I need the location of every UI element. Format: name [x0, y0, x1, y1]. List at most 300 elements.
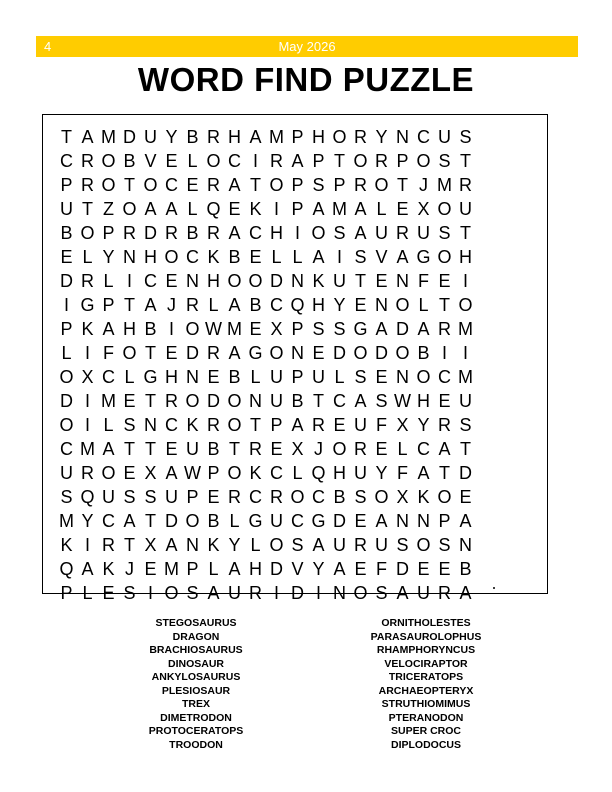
grid-row: [56, 365, 476, 389]
grid-letter: T: [313, 391, 324, 411]
grid-letter: A: [312, 535, 325, 555]
grid-letter: A: [375, 319, 388, 339]
word-list-item: TREX: [181, 698, 210, 710]
grid-letter: O: [122, 199, 137, 219]
grid-letter: U: [417, 223, 430, 243]
grid-letter: E: [354, 295, 367, 315]
grid-letter: T: [439, 463, 450, 483]
grid-letter: N: [375, 295, 388, 315]
grid-letter: N: [396, 271, 409, 291]
grid-letter: O: [269, 535, 284, 555]
grid-letter: P: [291, 319, 304, 339]
grid-letter: R: [312, 415, 325, 435]
grid-letter: U: [144, 127, 157, 147]
grid-letter: E: [228, 199, 241, 219]
grid-letter: S: [438, 535, 451, 555]
grid-letter: O: [374, 487, 389, 507]
grid-letter: U: [333, 271, 346, 291]
grid-letter: H: [249, 559, 262, 579]
grid-letter: B: [123, 151, 136, 171]
grid-letter: C: [144, 271, 157, 291]
grid-letter: T: [145, 391, 156, 411]
grid-letter: U: [270, 391, 283, 411]
grid-letter: S: [312, 175, 325, 195]
grid-letter: G: [416, 247, 431, 267]
grid-letter: O: [101, 463, 116, 483]
grid-letter: E: [396, 199, 409, 219]
grid-letter: R: [249, 583, 262, 603]
grid-letter: T: [355, 271, 366, 291]
grid-letter: A: [375, 511, 388, 531]
grid-letter: R: [207, 223, 220, 243]
grid-letter: O: [311, 223, 326, 243]
grid-letter: X: [291, 439, 304, 459]
grid-letter: Q: [290, 295, 305, 315]
grid-row: [56, 269, 476, 293]
grid-letter: T: [229, 439, 240, 459]
grid-letter: U: [375, 223, 388, 243]
grid-letter: I: [273, 583, 279, 603]
grid-letter: O: [437, 247, 452, 267]
grid-letter: N: [417, 511, 430, 531]
grid-letter: K: [207, 247, 220, 267]
grid-letter: A: [312, 247, 325, 267]
grid-letter: D: [186, 343, 199, 363]
grid-letter: U: [102, 487, 115, 507]
grid-letter: O: [185, 511, 200, 531]
grid-letter: C: [291, 511, 304, 531]
grid-letter: A: [354, 391, 367, 411]
grid-letter: M: [59, 511, 74, 531]
grid-letter: P: [291, 127, 304, 147]
grid-letter: O: [185, 319, 200, 339]
grid-letter: S: [354, 367, 367, 387]
grid-letter: E: [375, 439, 388, 459]
grid-letter: D: [333, 343, 346, 363]
grid-letter: I: [84, 535, 90, 555]
grid-letter: B: [249, 295, 262, 315]
grid-letter: O: [416, 151, 431, 171]
grid-letter: T: [460, 439, 471, 459]
grid-letter: X: [144, 463, 157, 483]
word-list-item: DIPLODOCUS: [390, 738, 461, 751]
grid-letter: H: [459, 247, 472, 267]
grid-row: [56, 149, 476, 173]
grid-letter: K: [249, 463, 262, 483]
grid-letter: S: [375, 391, 388, 411]
puzzle-grid-box: [42, 114, 548, 603]
grid-letter: M: [227, 319, 242, 339]
grid-row: [56, 221, 476, 245]
grid-letter: Y: [102, 247, 115, 267]
grid-row: [56, 197, 476, 221]
grid-letter: R: [249, 439, 262, 459]
letter-grid: [56, 125, 476, 605]
word-list-item: TRICERATOPS: [388, 671, 464, 683]
word-list-item: DIMETRODON: [160, 711, 232, 724]
grid-letter: D: [396, 319, 409, 339]
grid-letter: X: [81, 367, 94, 387]
grid-row: [56, 557, 476, 581]
grid-letter: T: [124, 175, 135, 195]
word-list-item: DRAGON: [172, 630, 220, 643]
word-list-left: [106, 617, 286, 752]
grid-letter: C: [60, 439, 73, 459]
grid-letter: C: [312, 487, 325, 507]
word-list-item: BRACHIOSAURUS: [149, 644, 243, 656]
grid-letter: K: [312, 271, 325, 291]
grid-letter: C: [270, 295, 283, 315]
grid-letter: K: [81, 319, 94, 339]
grid-letter: I: [273, 199, 279, 219]
grid-letter: T: [145, 511, 156, 531]
grid-letter: N: [333, 583, 346, 603]
grid-letter: L: [187, 151, 198, 171]
grid-letter: L: [103, 271, 114, 291]
grid-letter: A: [228, 223, 241, 243]
grid-row: [56, 389, 476, 413]
grid-letter: C: [438, 367, 451, 387]
grid-letter: D: [333, 511, 346, 531]
word-list-item: ANKYLOSAURUS: [151, 671, 241, 683]
grid-letter: K: [417, 487, 430, 507]
grid-letter: O: [206, 151, 221, 171]
grid-letter: U: [333, 535, 346, 555]
grid-letter: I: [462, 343, 468, 363]
grid-letter: T: [334, 151, 345, 171]
grid-letter: T: [460, 151, 471, 171]
grid-row: [56, 485, 476, 509]
grid-letter: C: [270, 463, 283, 483]
grid-letter: N: [396, 127, 409, 147]
grid-letter: L: [124, 367, 135, 387]
grid-letter: C: [333, 391, 346, 411]
grid-letter: H: [228, 127, 241, 147]
grid-letter: E: [165, 271, 178, 291]
grid-letter: P: [102, 223, 115, 243]
word-list-item: SUPER CROC: [390, 725, 461, 737]
grid-row: [56, 293, 476, 317]
word-list-right: [336, 617, 516, 752]
grid-letter: A: [144, 199, 157, 219]
grid-letter: T: [82, 199, 93, 219]
grid-letter: E: [354, 511, 367, 531]
grid-letter: L: [292, 247, 303, 267]
grid-letter: H: [207, 271, 220, 291]
grid-letter: O: [227, 391, 242, 411]
word-list-item: VELOCIRAPTOR: [384, 657, 468, 670]
grid-letter: A: [165, 463, 178, 483]
grid-letter: Q: [311, 463, 326, 483]
grid-letter: G: [311, 511, 326, 531]
grid-letter: A: [144, 295, 157, 315]
grid-letter: E: [144, 559, 157, 579]
grid-letter: F: [397, 463, 408, 483]
grid-letter: I: [168, 319, 174, 339]
grid-letter: S: [438, 151, 451, 171]
grid-letter: E: [270, 439, 283, 459]
header-bar: [36, 36, 578, 57]
grid-letter: A: [207, 583, 220, 603]
grid-letter: R: [207, 415, 220, 435]
grid-letter: U: [60, 199, 73, 219]
grid-letter: R: [165, 391, 178, 411]
grid-letter: A: [354, 199, 367, 219]
grid-letter: K: [102, 559, 115, 579]
grid-letter: O: [437, 487, 452, 507]
grid-letter: D: [270, 271, 283, 291]
grid-letter: O: [164, 583, 179, 603]
grid-letter: A: [228, 295, 241, 315]
grid-letter: R: [270, 151, 283, 171]
grid-letter: Y: [417, 415, 430, 435]
grid-letter: A: [396, 583, 409, 603]
grid-letter: M: [332, 199, 347, 219]
grid-letter: B: [186, 127, 199, 147]
grid-letter: L: [61, 343, 72, 363]
grid-letter: A: [123, 511, 136, 531]
grid-letter: I: [294, 223, 300, 243]
grid-letter: E: [354, 559, 367, 579]
grid-letter: O: [353, 343, 368, 363]
grid-letter: U: [354, 415, 367, 435]
grid-row: [56, 581, 476, 605]
grid-letter: S: [123, 583, 136, 603]
grid-letter: F: [376, 559, 387, 579]
grid-letter: K: [60, 535, 73, 555]
grid-letter: N: [291, 343, 304, 363]
grid-letter: C: [102, 367, 115, 387]
grid-letter: R: [438, 583, 451, 603]
grid-letter: M: [101, 391, 116, 411]
issue-date: May 2026: [278, 39, 336, 54]
grid-letter: P: [270, 415, 283, 435]
grid-letter: E: [165, 439, 178, 459]
grid-letter: V: [291, 559, 304, 579]
grid-letter: A: [459, 511, 472, 531]
grid-letter: U: [459, 391, 472, 411]
grid-letter: A: [291, 415, 304, 435]
grid-letter: S: [396, 535, 409, 555]
grid-letter: O: [101, 175, 116, 195]
grid-letter: O: [269, 175, 284, 195]
grid-letter: D: [207, 391, 220, 411]
grid-letter: R: [207, 343, 220, 363]
word-list-item: STRUTHIOMIMUS: [381, 698, 471, 710]
grid-letter: R: [123, 223, 136, 243]
grid-letter: W: [394, 391, 411, 411]
grid-letter: M: [269, 127, 284, 147]
grid-letter: Q: [59, 559, 74, 579]
grid-letter: E: [417, 559, 430, 579]
grid-letter: H: [417, 391, 430, 411]
grid-letter: A: [228, 175, 241, 195]
word-list-item: ORNITHOLESTES: [381, 617, 471, 629]
grid-letter: P: [438, 511, 451, 531]
grid-letter: P: [396, 151, 409, 171]
grid-letter: E: [60, 247, 73, 267]
grid-letter: E: [207, 487, 220, 507]
grid-letter: B: [144, 319, 157, 339]
grid-letter: A: [228, 559, 241, 579]
grid-letter: W: [205, 319, 222, 339]
grid-letter: L: [82, 583, 93, 603]
grid-letter: I: [84, 391, 90, 411]
grid-letter: O: [227, 415, 242, 435]
grid-letter: E: [249, 319, 262, 339]
grid-letter: E: [165, 343, 178, 363]
grid-letter: C: [60, 151, 73, 171]
grid-letter: M: [458, 319, 473, 339]
grid-letter: R: [354, 175, 367, 195]
grid-letter: C: [249, 223, 262, 243]
grid-letter: R: [165, 223, 178, 243]
grid-letter: X: [396, 487, 409, 507]
grid-letter: X: [396, 415, 409, 435]
grid-letter: L: [250, 535, 261, 555]
grid-letter: S: [333, 223, 346, 243]
grid-letter: O: [101, 151, 116, 171]
grid-letter: G: [248, 511, 263, 531]
grid-row: [56, 533, 476, 557]
grid-letter: G: [143, 367, 158, 387]
grid-letter: M: [80, 439, 95, 459]
grid-letter: N: [249, 391, 262, 411]
grid-letter: Y: [333, 295, 346, 315]
grid-letter: H: [144, 247, 157, 267]
grid-letter: N: [186, 271, 199, 291]
grid-letter: N: [396, 511, 409, 531]
grid-letter: S: [291, 535, 304, 555]
grid-letter: O: [185, 391, 200, 411]
grid-letter: H: [333, 463, 346, 483]
grid-letter: O: [269, 343, 284, 363]
grid-letter: E: [207, 367, 220, 387]
grid-letter: P: [291, 367, 304, 387]
grid-letter: R: [186, 295, 199, 315]
grid-letter: Q: [206, 199, 221, 219]
grid-letter: S: [354, 487, 367, 507]
grid-letter: S: [312, 319, 325, 339]
grid-letter: I: [315, 583, 321, 603]
grid-letter: S: [459, 415, 472, 435]
grid-letter: O: [227, 271, 242, 291]
grid-row: [56, 245, 476, 269]
grid-letter: E: [102, 583, 115, 603]
grid-letter: O: [374, 175, 389, 195]
grid-letter: S: [375, 583, 388, 603]
word-list-item: STEGOSAURUS: [155, 617, 237, 629]
grid-letter: D: [60, 391, 73, 411]
grid-row: [56, 125, 476, 149]
grid-letter: Z: [103, 199, 114, 219]
word-list-item: RHAMPHORYNCUS: [376, 644, 476, 656]
grid-letter: H: [123, 319, 136, 339]
grid-letter: B: [207, 439, 220, 459]
grid-letter: D: [396, 559, 409, 579]
grid-letter: P: [60, 583, 73, 603]
grid-letter: Q: [80, 487, 95, 507]
grid-letter: P: [60, 175, 73, 195]
grid-letter: U: [312, 367, 325, 387]
grid-letter: I: [63, 295, 69, 315]
grid-letter: E: [249, 247, 262, 267]
grid-letter: B: [417, 343, 430, 363]
grid-letter: C: [417, 439, 430, 459]
grid-letter: I: [84, 343, 90, 363]
grid-letter: L: [292, 463, 303, 483]
grid-letter: O: [332, 439, 347, 459]
grid-letter: S: [60, 487, 73, 507]
grid-letter: A: [417, 463, 430, 483]
grid-letter: S: [123, 415, 136, 435]
grid-letter: N: [186, 535, 199, 555]
grid-letter: A: [102, 319, 115, 339]
grid-letter: T: [250, 175, 261, 195]
grid-letter: O: [59, 367, 74, 387]
grid-letter: A: [396, 247, 409, 267]
grid-letter: A: [165, 535, 178, 555]
grid-letter: Y: [375, 127, 388, 147]
grid-letter: A: [102, 439, 115, 459]
grid-letter: U: [270, 367, 283, 387]
grid-letter: O: [143, 175, 158, 195]
word-list-item: PTERANODON: [388, 711, 464, 724]
grid-letter: U: [228, 583, 241, 603]
grid-letter: D: [291, 583, 304, 603]
grid-letter: D: [270, 559, 283, 579]
grid-letter: B: [207, 511, 220, 531]
grid-letter: U: [270, 511, 283, 531]
grid-letter: R: [354, 439, 367, 459]
grid-letter: R: [354, 127, 367, 147]
grid-letter: E: [165, 151, 178, 171]
grid-letter: R: [459, 175, 472, 195]
grid-letter: L: [376, 199, 387, 219]
grid-letter: O: [164, 247, 179, 267]
grid-letter: I: [84, 415, 90, 435]
grid-letter: A: [165, 199, 178, 219]
grid-letter: O: [122, 343, 137, 363]
grid-letter: S: [186, 583, 199, 603]
grid-letter: Y: [81, 511, 94, 531]
grid-letter: O: [353, 583, 368, 603]
grid-letter: S: [144, 487, 157, 507]
grid-letter: R: [81, 175, 94, 195]
grid-letter: K: [207, 535, 220, 555]
grid-letter: C: [249, 487, 262, 507]
grid-letter: P: [333, 175, 346, 195]
grid-letter: G: [353, 319, 368, 339]
grid-letter: L: [250, 367, 261, 387]
grid-letter: T: [61, 127, 72, 147]
grid-letter: A: [333, 559, 346, 579]
grid-letter: L: [334, 367, 345, 387]
grid-letter: B: [228, 247, 241, 267]
page-number: 4: [44, 39, 52, 54]
word-list-item: ARCHAEOPTERYX: [378, 684, 474, 697]
grid-letter: D: [165, 511, 178, 531]
grid-letter: V: [375, 247, 388, 267]
grid-letter: T: [124, 295, 135, 315]
grid-letter: U: [186, 439, 199, 459]
grid-letter: R: [375, 151, 388, 171]
grid-letter: L: [397, 439, 408, 459]
grid-row: [56, 413, 476, 437]
grid-letter: O: [395, 295, 410, 315]
grid-letter: R: [438, 415, 451, 435]
grid-letter: T: [145, 439, 156, 459]
